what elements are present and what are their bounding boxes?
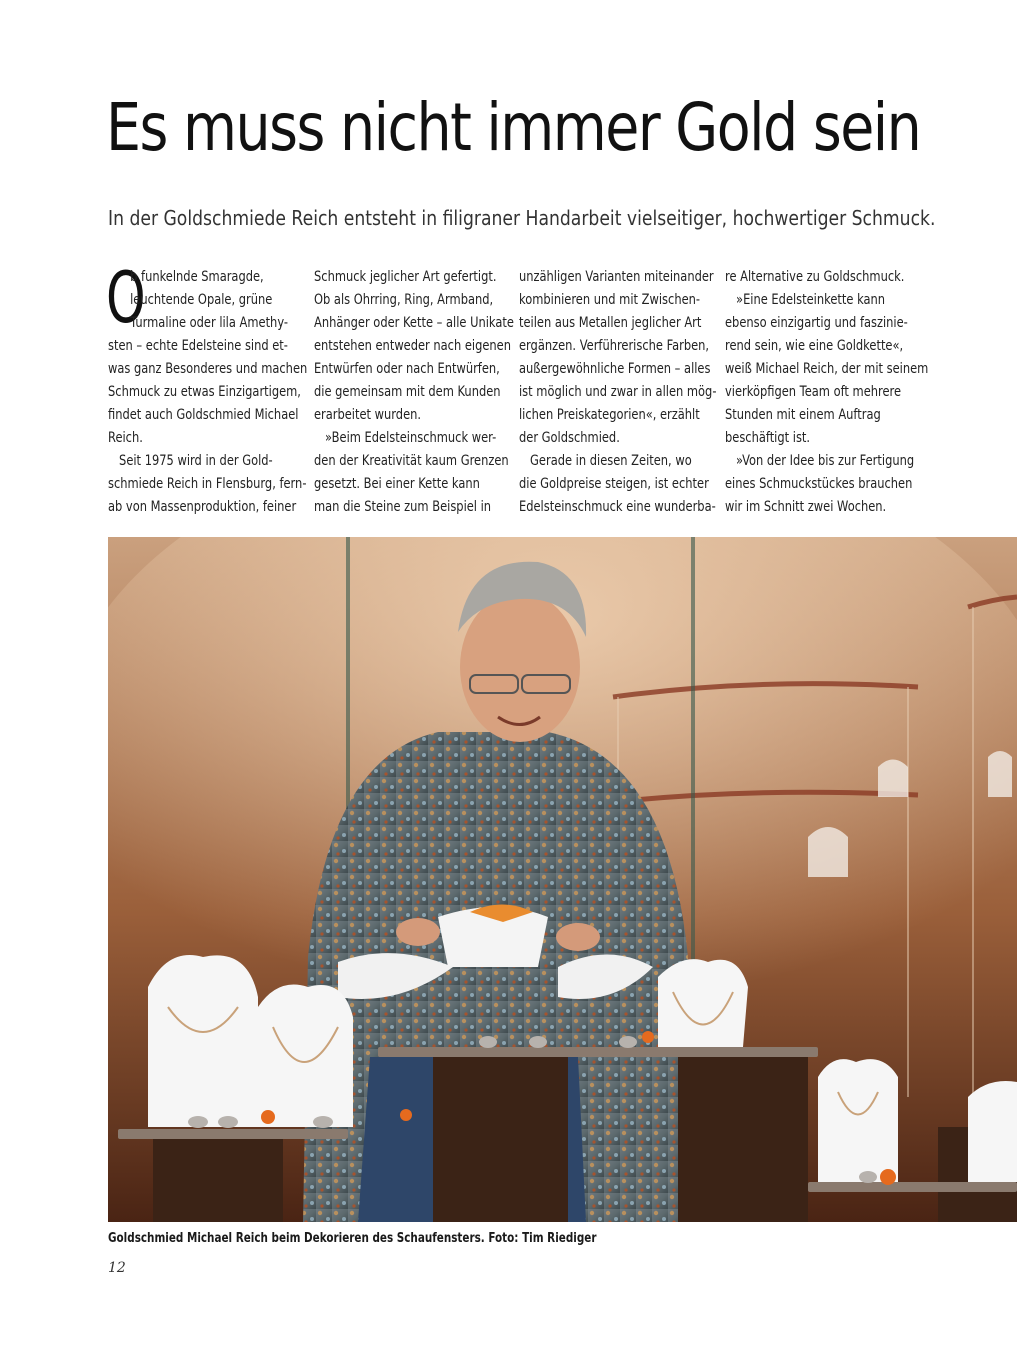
text-line: was ganz Besonderes und machen	[108, 361, 308, 377]
text-line: Entwürfen oder nach Entwürfen,	[314, 361, 500, 377]
text-line: leuchtende Opale, grüne	[130, 292, 273, 308]
text-line: Reich.	[108, 430, 143, 446]
text-line: findet auch Goldschmied Michael	[108, 407, 299, 423]
text-line: Schmuck zu etwas Einzigartigem,	[108, 384, 301, 400]
text-line: beschäftigt ist.	[725, 430, 811, 446]
text-line: der Goldschmied.	[519, 430, 620, 446]
text-column-2	[314, 266, 536, 519]
text-line: »Von der Idee bis zur Fertigung	[736, 453, 915, 469]
text-line: sten – echte Edelsteine sind et-	[108, 338, 288, 354]
text-line: man die Steine zum Beispiel in	[314, 499, 492, 515]
drop-cap: O	[106, 257, 146, 339]
photo-caption: Goldschmied Michael Reich beim Dekorieren des Schaufensters. Foto: Tim Riediger	[108, 1231, 597, 1246]
text-line: b funkelnde Smaragde,	[130, 269, 264, 285]
article-subtitle: In der Goldschmiede Reich entsteht in filigraner Handarbeit vielseitiger, hochwertiger Schmuck.	[108, 206, 936, 230]
text-line: vierköpfigen Team oft mehrere	[725, 384, 902, 400]
text-line: kombinieren und mit Zwischen-	[519, 292, 701, 308]
text-line: Stunden mit einem Auftrag	[725, 407, 881, 423]
text-line: teilen aus Metallen jeglicher Art	[519, 315, 702, 331]
text-line: »Beim Edelsteinschmuck wer-	[325, 430, 497, 446]
text-line: schmiede Reich in Flensburg, fern-	[108, 476, 307, 492]
text-line: entstehen entweder nach eigenen	[314, 338, 512, 354]
text-column-1	[106, 257, 330, 519]
text-line: ebenso einzigartig und faszinie-	[725, 315, 908, 331]
text-line: Schmuck jeglicher Art gefertigt.	[314, 269, 497, 285]
article-title: Es muss nicht immer Gold sein	[106, 89, 921, 166]
page-number: 12	[108, 1260, 126, 1276]
text-line: gesetzt. Bei einer Kette kann	[314, 476, 480, 492]
article-photo	[108, 537, 1017, 1222]
text-line: re Alternative zu Goldschmuck.	[725, 269, 905, 285]
text-line: rend sein, wie eine Goldkette«,	[725, 338, 904, 354]
text-column-3	[519, 266, 741, 519]
text-line: den der Kreativität kaum Grenzen	[314, 453, 509, 469]
text-line: ergänzen. Verführerische Farben,	[519, 338, 710, 354]
text-line: Ob als Ohrring, Ring, Armband,	[314, 292, 494, 308]
text-line: lichen Preiskategorien«, erzählt	[519, 407, 700, 423]
text-line: wir im Schnitt zwei Wochen.	[725, 499, 887, 515]
text-line: die gemeinsam mit dem Kunden	[314, 384, 501, 400]
text-line: Turmaline oder lila Amethy-	[130, 315, 289, 331]
text-line: die Goldpreise steigen, ist echter	[519, 476, 709, 492]
text-line: Gerade in diesen Zeiten, wo	[530, 453, 692, 469]
text-line: »Eine Edelsteinkette kann	[736, 292, 886, 308]
text-line: ab von Massenproduktion, feiner	[108, 499, 297, 515]
text-line: Edelsteinschmuck eine wunderba-	[519, 499, 716, 515]
text-line: unzähligen Varianten miteinander	[519, 269, 714, 285]
text-line: erarbeitet wurden.	[314, 407, 422, 423]
text-line: Anhänger oder Kette – alle Unikate	[314, 315, 514, 331]
text-line: außergewöhnliche Formen – alles	[519, 361, 711, 377]
text-line: weiß Michael Reich, der mit seinem	[725, 361, 929, 377]
text-line: ist möglich und zwar in allen mög-	[519, 384, 717, 400]
text-line: Seit 1975 wird in der Gold-	[119, 453, 273, 469]
text-column-4	[725, 266, 947, 519]
text-line: eines Schmuckstückes brauchen	[725, 476, 913, 492]
